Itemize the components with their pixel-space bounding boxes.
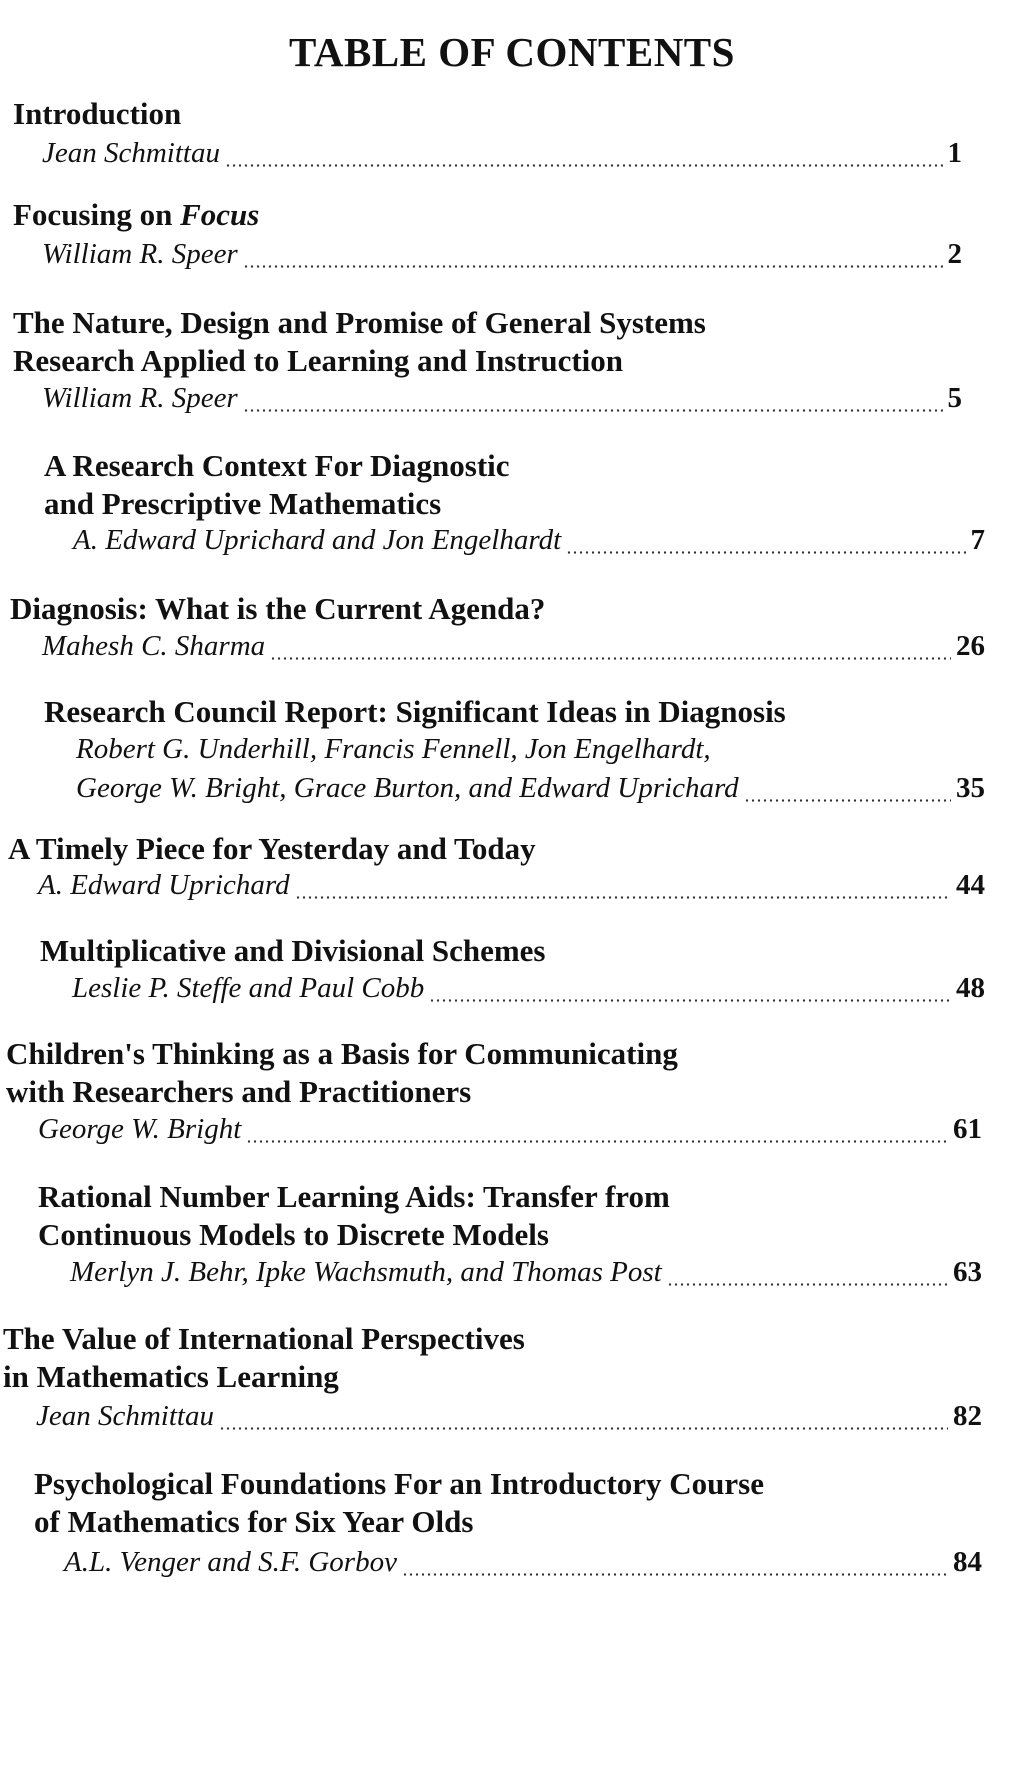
toc-entry-page: 84 <box>953 1546 982 1578</box>
toc-entry-row <box>42 382 962 422</box>
toc-entry-title-line2: of Mathematics for Six Year Olds <box>34 1504 474 1539</box>
toc-entry-page: 82 <box>953 1400 982 1432</box>
dot-leader <box>566 551 965 554</box>
toc-entry-row <box>38 1113 982 1153</box>
toc-entry-page: 48 <box>956 972 985 1004</box>
toc-entry-row <box>76 772 985 812</box>
toc-entry-title: Introduction <box>13 96 182 131</box>
toc-entry-page: 44 <box>956 869 985 901</box>
dot-leader <box>243 265 943 268</box>
toc-entry-row <box>70 1256 982 1296</box>
dot-leader <box>295 896 951 899</box>
toc-entry-author: A. Edward Uprichard <box>38 869 290 901</box>
dot-leader <box>246 1140 948 1143</box>
toc-entry-title: A Timely Piece for Yesterday and Today <box>8 831 536 866</box>
toc-entry-row <box>38 869 985 909</box>
toc-entry-title: Diagnosis: What is the Current Agenda? <box>10 591 546 626</box>
toc-entry-title-line2: Research Applied to Learning and Instruction <box>13 343 624 378</box>
toc-entry-title: Children's Thinking as a Basis for Communicating <box>6 1036 678 1071</box>
toc-entry-page: 63 <box>953 1256 982 1288</box>
toc-entry-row <box>42 137 962 177</box>
toc-entry-title: Research Council Report: Significant Ideas in Diagnosis <box>44 694 786 729</box>
toc-entry-title: A Research Context For Diagnostic <box>44 448 510 483</box>
toc-entry-author: A.L. Venger and S.F. Gorbov <box>64 1546 397 1578</box>
toc-entry-author: Merlyn J. Behr, Ipke Wachsmuth, and Thomas Post <box>70 1256 662 1288</box>
toc-entry-author: Jean Schmittau <box>42 137 220 169</box>
toc-entry-author: A. Edward Uprichard and Jon Engelhardt <box>73 524 562 556</box>
dot-leader <box>243 409 943 412</box>
dot-leader <box>225 164 943 167</box>
toc-entry-row <box>42 630 985 670</box>
toc-entry-row <box>36 1400 982 1440</box>
toc-entry-author: Robert G. Underhill, Francis Fennell, Jon Engelhardt, <box>76 733 711 765</box>
toc-entry-page: 5 <box>947 382 962 414</box>
dot-leader <box>219 1427 948 1430</box>
toc-entry-title-line2: in Mathematics Learning <box>3 1359 339 1394</box>
toc-entry-author: Jean Schmittau <box>36 1400 214 1432</box>
dot-leader <box>270 657 951 660</box>
toc-entry-title: The Value of International Perspectives <box>3 1321 525 1356</box>
toc-entry-row <box>42 238 962 278</box>
dot-leader <box>744 799 951 802</box>
toc-entry-row <box>73 524 985 564</box>
toc-entry-page: 2 <box>947 238 962 270</box>
toc-entry-title: Rational Number Learning Aids: Transfer from <box>38 1179 670 1214</box>
toc-entry-title-line2: Continuous Models to Discrete Models <box>38 1217 549 1252</box>
toc-entry-author: Mahesh C. Sharma <box>42 630 266 662</box>
toc-entry-title: Multiplicative and Divisional Schemes <box>40 933 546 968</box>
dot-leader <box>667 1283 948 1286</box>
toc-entry-title: The Nature, Design and Promise of General Systems <box>13 305 706 340</box>
toc-entry-title-emphasis: Focus <box>180 197 260 232</box>
toc-entry-author-line2: George W. Bright, Grace Burton, and Edward Uprichard <box>76 772 739 804</box>
toc-entry-row <box>72 972 985 1012</box>
toc-entry-title <box>13 196 259 234</box>
dot-leader <box>429 999 951 1002</box>
toc-entry-page: 1 <box>947 137 962 169</box>
page-title: TABLE OF CONTENTS <box>289 29 735 75</box>
toc-entry-author: George W. Bright <box>38 1113 242 1145</box>
toc-entry-page: 61 <box>953 1113 982 1145</box>
toc-entry-author: William R. Speer <box>42 382 238 414</box>
toc-entry-title: Psychological Foundations For an Introductory Course <box>34 1466 764 1501</box>
toc-entry-page: 7 <box>970 524 985 556</box>
toc-entry-author: Leslie P. Steffe and Paul Cobb <box>72 972 425 1004</box>
toc-entry-title-line2: and Prescriptive Mathematics <box>44 486 442 521</box>
toc-entry-title-text: Focusing on <box>13 197 181 232</box>
toc-entry-page: 35 <box>956 772 985 804</box>
toc-entry-author: William R. Speer <box>42 238 238 270</box>
dot-leader <box>402 1573 948 1576</box>
toc-entry-title-line2: with Researchers and Practitioners <box>6 1074 472 1109</box>
toc-entry-row <box>64 1546 982 1586</box>
toc-entry-page: 26 <box>956 630 985 662</box>
